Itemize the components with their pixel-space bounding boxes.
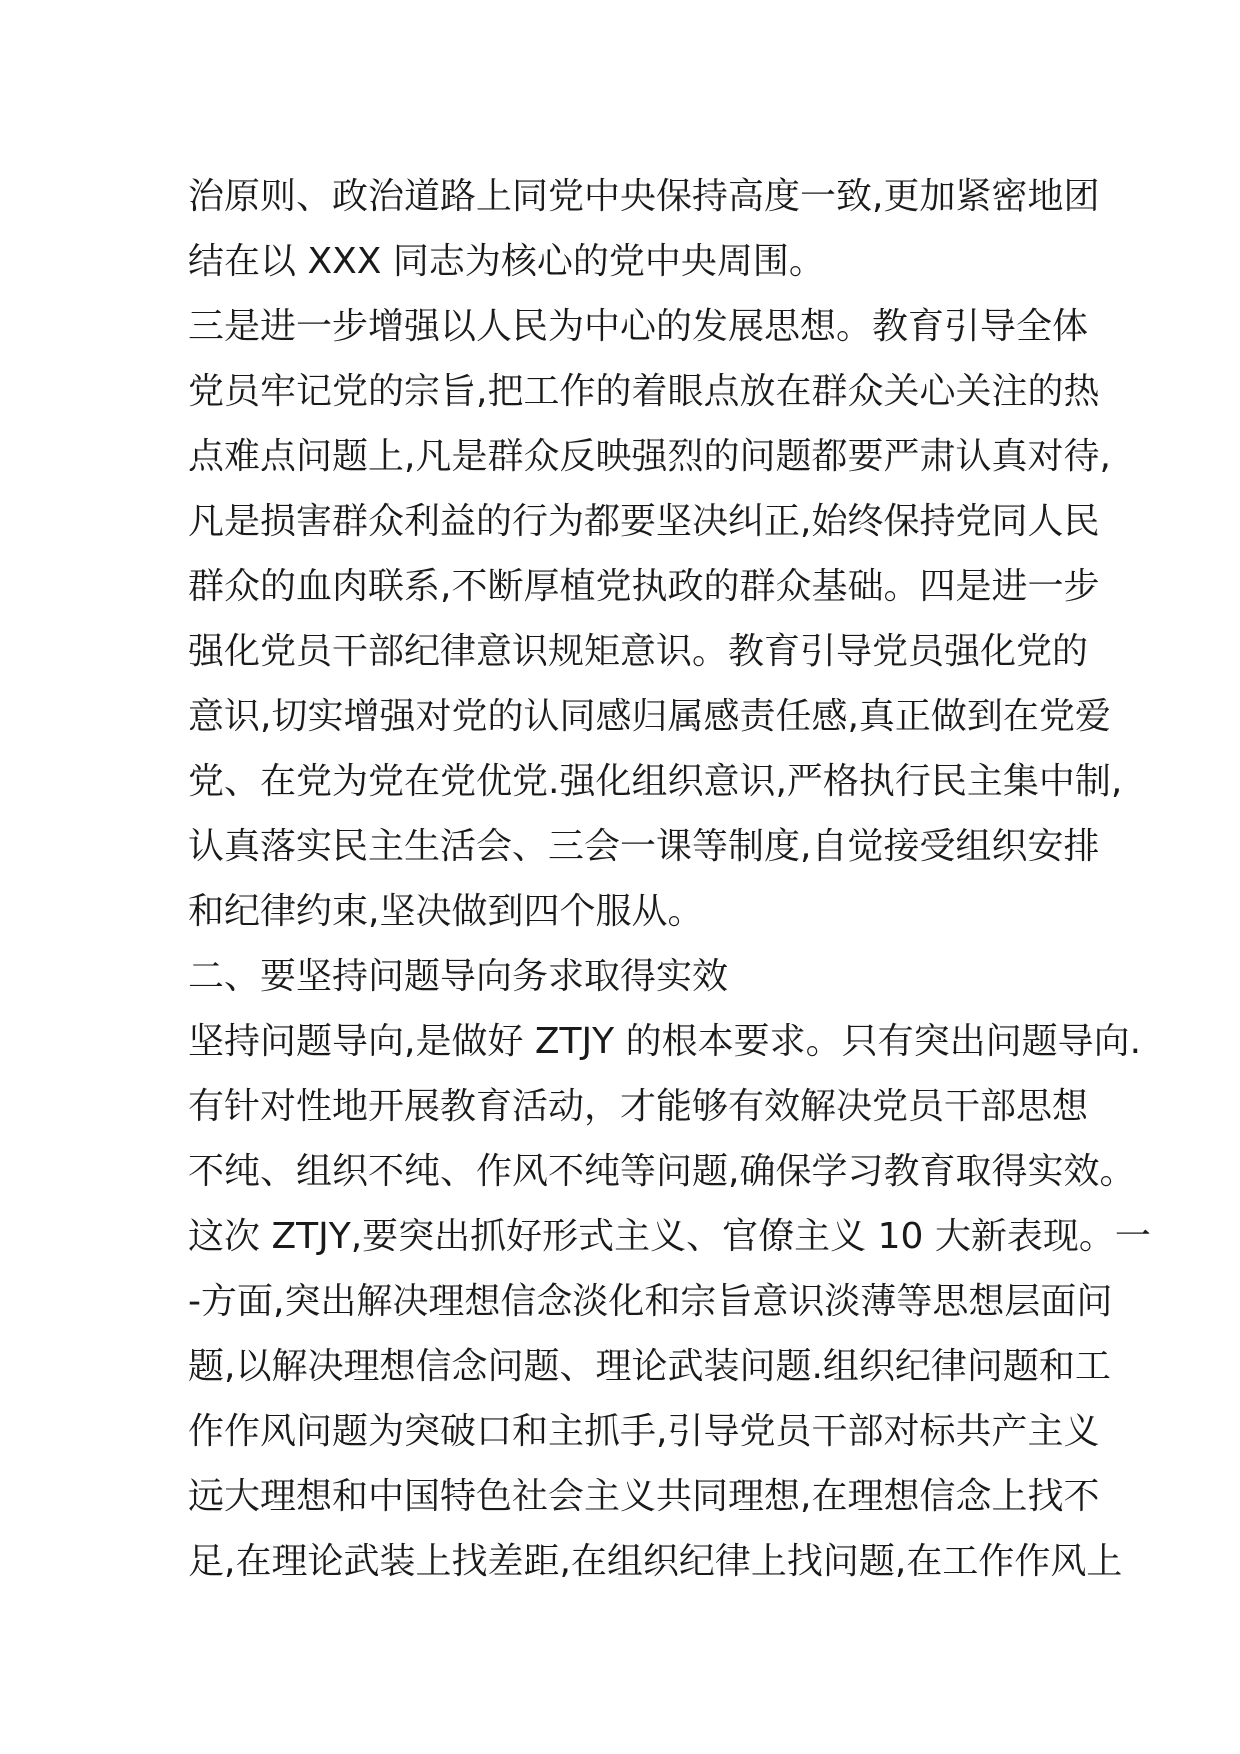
text-line: 强化党员干部纪律意识规矩意识。教育引导党员强化党的 (188, 631, 1089, 672)
text-line: 有针对性地开展教育活动，才能够有效解决党员干部思想 (188, 1086, 1089, 1127)
text-line: 群众的血肉联系,不断厚植党执政的群众基础。四是进一步 (188, 566, 1100, 607)
text-line: 意识,切实增强对党的认同感归属感责任感,真正做到在党爱 (188, 696, 1111, 737)
text-line: 和纪律约束,坚决做到四个服从。 (188, 891, 704, 932)
section-heading: 二、要坚持问题导向务求取得实效 (188, 956, 729, 997)
document-body (188, 164, 1151, 1594)
text-line: 三是进一步增强以人民为中心的发展思想。教育引导全体 (188, 306, 1089, 347)
text-line: 坚持问题导向,是做好 ZTJY 的根本要求。只有突出问题导向. (188, 1021, 1142, 1062)
text-line: 这次 ZTJY,要突出抓好形式主义、官僚主义 10 大新表现。一 (188, 1216, 1151, 1257)
text-line: 远大理想和中国特色社会主义共同理想,在理想信念上找不 (188, 1476, 1100, 1517)
text-line: 作作风问题为突破口和主抓手,引导党员干部对标共产主义 (188, 1411, 1100, 1452)
text-line: 题,以解决理想信念问题、理论武装问题.组织纪律问题和工 (188, 1346, 1111, 1387)
text-line: 足,在理论武装上找差距,在组织纪律上找问题,在工作作风上 (188, 1541, 1123, 1582)
text-line: 结在以 XXX 同志为核心的党中央周围。 (188, 241, 825, 282)
text-line: 点难点问题上,凡是群众反映强烈的问题都要严肃认真对待, (188, 436, 1111, 477)
text-line: 党、在党为党在党优党.强化组织意识,严格执行民主集中制, (188, 761, 1123, 802)
text-line: 治原则、政治道路上同党中央保持高度一致,更加紧密地团 (188, 176, 1100, 217)
text-line: -方面,突出解决理想信念淡化和宗旨意识淡薄等思想层面问 (188, 1281, 1113, 1322)
text-line: 认真落实民主生活会、三会一课等制度,自觉接受组织安排 (188, 826, 1100, 867)
text-line: 凡是损害群众利益的行为都要坚决纠正,始终保持党同人民 (188, 501, 1100, 542)
text-line: 党员牢记党的宗旨,把工作的着眼点放在群众关心关注的热 (188, 371, 1100, 412)
text-line: 不纯、组织不纯、作风不纯等问题,确保学习教育取得实效。 (188, 1151, 1136, 1192)
